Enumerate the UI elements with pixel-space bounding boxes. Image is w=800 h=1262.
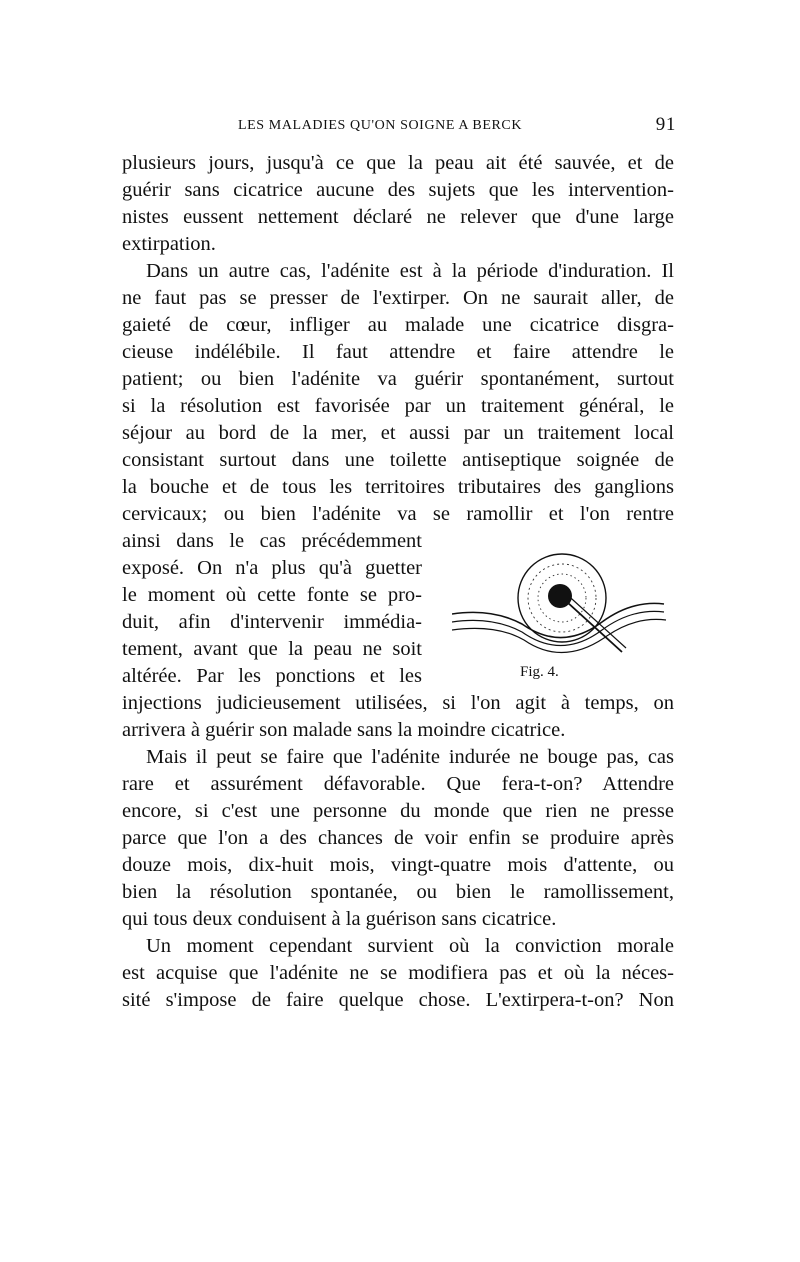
text-line: patient; ou bien l'adénite va guérir spontanément, surtout [122,368,674,390]
text-line: gaieté de cœur, infliger au malade une cicatrice disgra- [122,314,674,336]
text-line: séjour au bord de la mer, et aussi par un traitement local [122,422,674,444]
text-line: si la résolution est favorisée par un traitement général, le [122,395,674,417]
text-line: plusieurs jours, jusqu'à ce que la peau ait été sauvée, et de [122,152,674,174]
running-title: LES MALADIES QU'ON SOIGNE A BERCK [238,118,523,133]
figure-illustration [452,552,674,692]
text-line: arrivera à guérir son malade sans la moindre cicatrice. [122,719,566,741]
text-line: est acquise que l'adénite ne se modifiera pas et où la néces- [122,962,674,984]
text-line: douze mois, dix-huit mois, vingt-quatre mois d'attente, ou [122,854,674,876]
text-line: rare et assurément défavorable. Que fera-t-on? Attendre [122,773,674,795]
text-line: extirpation. [122,233,216,255]
text-line: parce que l'on a des chances de voir enfin se produire après [122,827,674,849]
text-line: cieuse indélébile. Il faut attendre et faire attendre le [122,341,674,363]
page-number: 91 [655,114,676,135]
text-line: qui tous deux conduisent à la guérison sans cicatrice. [122,908,557,930]
text-line: encore, si c'est une personne du monde que rien ne presse [122,800,674,822]
text-line: ne faut pas se presser de l'extirper. On ne saurait aller, de [122,287,674,309]
text-line: ainsi dans le cas précédemment [122,530,422,552]
text-line: cervicaux; ou bien l'adénite va se ramollir et l'on rentre [122,503,674,525]
text-line: la bouche et de tous les territoires tributaires des ganglions [122,476,674,498]
text-line: Un moment cependant survient où la conviction morale [146,935,674,957]
text-line: tement, avant que la peau ne soit [122,638,422,660]
text-line: Mais il peut se faire que l'adénite indurée ne bouge pas, cas [146,746,674,768]
text-line: nistes eussent nettement déclaré ne relever que d'une large [122,206,674,228]
text-line: sité s'impose de faire quelque chose. L'extirpera-t-on? Non [122,989,674,1011]
text-line: Dans un autre cas, l'adénite est à la période d'induration. Il [146,260,674,282]
text-line: bien la résolution spontanée, ou bien le ramollissement, [122,881,674,903]
text-line: consistant surtout dans une toilette antiseptique soignée de [122,449,674,471]
figure-caption: Fig. 4. [520,664,559,680]
text-line: exposé. On n'a plus qu'à guetter [122,557,422,579]
text-line: duit, afin d'intervenir immédia- [122,611,422,633]
text-line: guérir sans cicatrice aucune des sujets que les intervention- [122,179,674,201]
text-line: le moment où cette fonte se pro- [122,584,422,606]
running-header [120,114,676,138]
text-line: injections judicieusement utilisées, si l'on agit à temps, on [122,692,674,714]
text-line: altérée. Par les ponctions et les [122,665,422,687]
